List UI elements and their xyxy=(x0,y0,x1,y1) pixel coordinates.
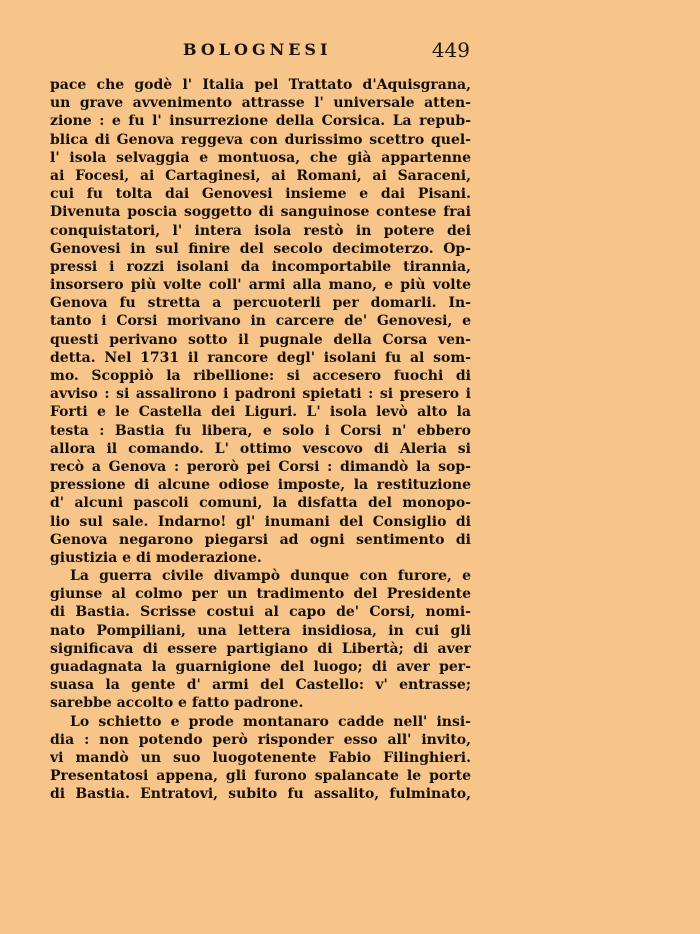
text-line: conquistatori, l' intera isola restò in potere dei xyxy=(50,222,471,239)
text-line: allora il comando. L' ottimo vescovo di Aleria si xyxy=(50,440,471,457)
text-line: giunse al colmo per un tradimento del Presidente xyxy=(50,586,471,603)
text-line: nato Pompiliani, una lettera insidiosa, in cui gli xyxy=(50,622,471,639)
page-number: 449 xyxy=(431,38,470,62)
text-line: lio sul sale. Indarno! gl' inumani del Consiglio di xyxy=(50,513,471,530)
text-line: avviso : si assalirono i padroni spietati : si presero i xyxy=(50,386,471,403)
text-line: guadagnata la guarnigione del luogo; di aver per- xyxy=(50,659,471,675)
text-line: insorsero più volte coll' armi alla mano, e più volte xyxy=(50,277,471,294)
text-line: recò a Genova : perorò pei Corsi : dimandò la sop- xyxy=(50,458,471,475)
paragraph-start-line: Lo schietto e prode montanaro cadde nell' insi- xyxy=(70,713,471,730)
text-line: Presentatosi appena, gli furono spalancate le porte xyxy=(50,768,471,785)
running-head: BOLOGNESI xyxy=(183,40,332,59)
page-header xyxy=(50,38,470,64)
text-line: pressi i rozzi isolani da incomportabile tirannia, xyxy=(50,258,471,275)
text-line: detta. Nel 1731 il rancore degl' isolani fu al som- xyxy=(50,349,471,366)
text-line: un grave avvenimento attrasse l' universale atten- xyxy=(50,95,471,112)
text-line: Genova negarono piegarsi ad ogni sentimento di xyxy=(50,531,471,548)
text-line: suasa la gente d' armi del Castello: v' entrasse; xyxy=(50,677,471,694)
text-line: l' isola selvaggia e montuosa, che già appartenne xyxy=(50,149,471,166)
text-line: cui fu tolta dai Genovesi insieme e dai Pisani. xyxy=(50,186,471,203)
text-line: Divenuta poscia soggetto di sanguinose contese frai xyxy=(50,204,471,221)
text-line: blica di Genova reggeva con durissimo scettro quel- xyxy=(50,131,471,148)
text-line: tanto i Corsi morivano in carcere de' Genovesi, e xyxy=(50,313,471,330)
text-line: d' alcuni pascoli comuni, la disfatta del monopo- xyxy=(50,495,471,512)
text-line: vi mandò un suo luogotenente Fabio Filinghieri. xyxy=(50,749,471,766)
text-line: dia : non potendo però risponder esso all' invito, xyxy=(50,731,471,748)
text-line: mo. Scoppiò la ribellione: si accesero fuochi di xyxy=(50,368,471,384)
text-line: questi perivano sotto il pugnale della Corsa ven- xyxy=(50,331,471,348)
text-line: Genovesi in sul finire del secolo decimoterzo. Op- xyxy=(50,240,471,257)
text-line: Forti e le Castella dei Liguri. L' isola levò alto la xyxy=(50,404,471,421)
text-line: di Bastia. Entratovi, subito fu assalito, fulminato, xyxy=(50,786,471,803)
text-line: Genova fu stretta a percuoterli per domarli. In- xyxy=(50,295,471,312)
text-line: di Bastia. Scrisse costui al capo de' Corsi, nomi- xyxy=(50,604,471,621)
paragraph-start-line: La guerra civile divampò dunque con furore, e xyxy=(70,568,471,585)
text-line: pace che godè l' Italia pel Trattato d'Aquisgrana, xyxy=(50,77,471,93)
body-text xyxy=(50,76,471,804)
text-line: testa : Bastia fu libera, e solo i Corsi n' ebbero xyxy=(50,422,471,439)
text-line: zione : e fu l' insurrezione della Corsica. La repub- xyxy=(50,113,471,130)
text-line: giustizia e di moderazione. xyxy=(50,549,262,566)
text-line: pressione di alcune odiose imposte, la restituzione xyxy=(50,477,471,494)
text-line: ai Focesi, ai Cartaginesi, ai Romani, ai Saraceni, xyxy=(50,167,471,184)
text-line: sarebbe accolto e fatto padrone. xyxy=(50,695,304,712)
text-line: significava di essere partigiano di Libertà; di aver xyxy=(50,640,471,657)
